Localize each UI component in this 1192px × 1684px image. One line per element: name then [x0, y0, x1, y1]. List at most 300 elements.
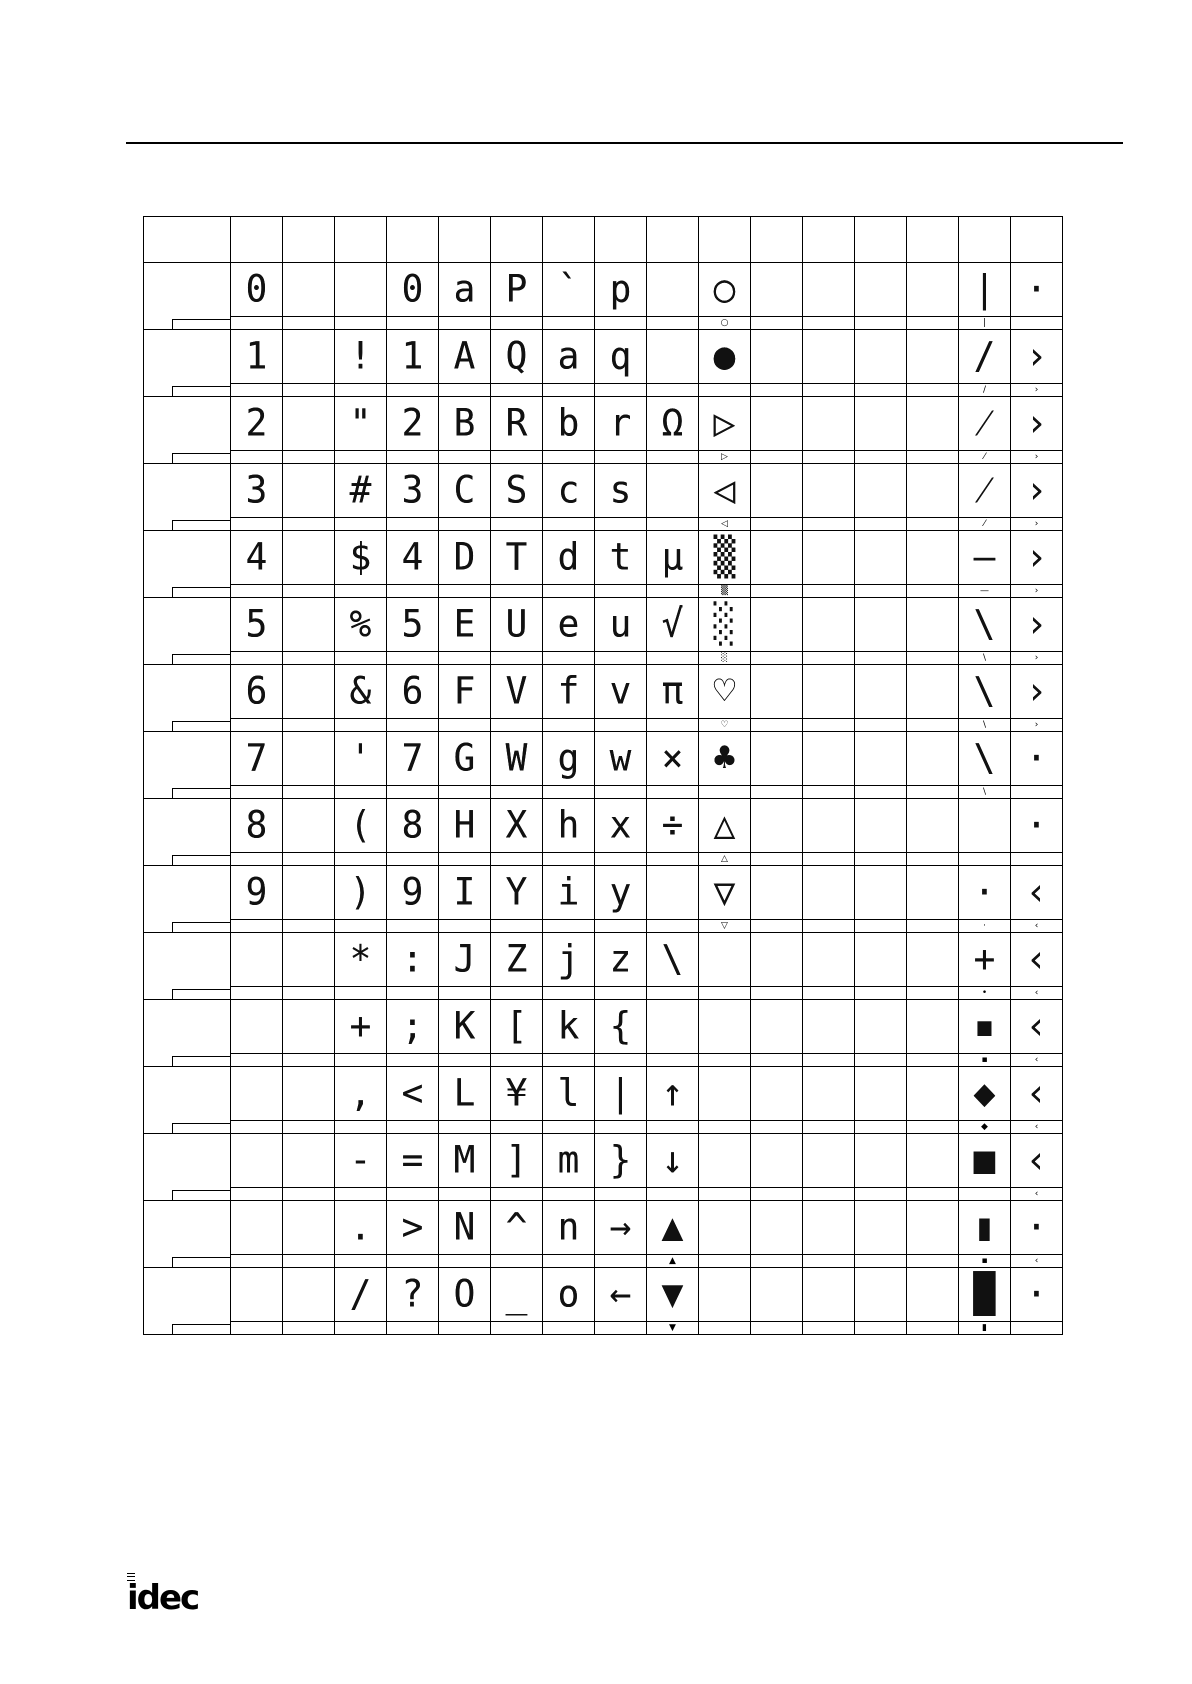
glyph-cell	[491, 933, 543, 987]
small-glyph-cell	[907, 1322, 959, 1335]
glyph-row	[144, 1134, 1063, 1188]
small-glyph-cell	[543, 1255, 595, 1268]
glyph-cell	[907, 1268, 959, 1322]
small-glyph-cell	[387, 1322, 439, 1335]
small-glyph-cell	[491, 451, 543, 464]
glyph-char: Ω	[661, 401, 684, 445]
small-glyph-cell	[491, 1054, 543, 1067]
small-glyph-cell	[647, 920, 699, 933]
glyph-cell	[335, 1000, 387, 1054]
small-glyph-cell	[751, 1255, 803, 1268]
glyph-char: ⁄	[981, 468, 988, 512]
small-glyph-cell	[439, 920, 491, 933]
glyph-char: j	[557, 937, 580, 981]
glyph-cell	[543, 531, 595, 585]
glyph-cell	[803, 464, 855, 518]
row-label-subcell	[172, 1324, 231, 1335]
glyph-cell	[595, 732, 647, 786]
small-glyph-cell	[439, 652, 491, 665]
glyph-cell	[959, 1000, 1011, 1054]
row-label-cell	[144, 866, 231, 933]
small-glyph-cell	[595, 451, 647, 464]
glyph-cell	[491, 531, 543, 585]
glyph-char: ▲	[661, 1205, 684, 1249]
glyph-char: ↑	[661, 1071, 684, 1115]
glyph-char: ▽	[713, 870, 736, 914]
small-glyph-cell	[283, 1322, 335, 1335]
small-glyph-cell	[491, 1121, 543, 1134]
small-glyph-cell	[647, 317, 699, 330]
small-glyph-cell	[283, 987, 335, 1000]
glyph-char: W	[505, 736, 528, 780]
row-label-cell	[144, 397, 231, 464]
small-glyph-cell	[543, 1054, 595, 1067]
glyph-cell	[907, 799, 959, 853]
small-glyph-cell	[907, 1121, 959, 1134]
glyph-char: f	[557, 669, 580, 713]
small-glyph-cell	[595, 987, 647, 1000]
row-label-cell	[144, 732, 231, 799]
glyph-cell	[1011, 397, 1063, 451]
glyph-cell	[751, 330, 803, 384]
glyph-char: V	[505, 669, 528, 713]
glyph-cell	[699, 933, 751, 987]
glyph-cell	[699, 799, 751, 853]
glyph-cell	[1011, 598, 1063, 652]
small-glyph-cell	[751, 451, 803, 464]
glyph-cell	[907, 1201, 959, 1255]
glyph-char: *	[349, 937, 372, 981]
glyph-cell	[283, 464, 335, 518]
glyph-cell	[595, 1067, 647, 1121]
glyph-char: I	[453, 870, 476, 914]
glyph-char: ;	[401, 1004, 424, 1048]
small-glyph-cell: ‹	[1011, 1188, 1063, 1201]
glyph-char: o	[557, 1272, 580, 1316]
small-glyph-cell	[439, 719, 491, 732]
row-label-cell	[144, 263, 231, 330]
glyph-char: J	[453, 937, 476, 981]
glyph-cell	[335, 732, 387, 786]
small-glyph-cell	[699, 1054, 751, 1067]
glyph-cell	[699, 464, 751, 518]
small-glyph-cell	[387, 719, 439, 732]
glyph-char: =	[401, 1138, 424, 1182]
glyph-cell	[595, 933, 647, 987]
glyph-char: {	[609, 1004, 632, 1048]
logo-text: idec	[127, 1578, 199, 1618]
glyph-cell	[439, 665, 491, 719]
small-glyph-cell	[283, 1188, 335, 1201]
glyph-cell	[907, 665, 959, 719]
small-glyph-cell	[439, 451, 491, 464]
small-glyph-cell	[595, 1322, 647, 1335]
glyph-cell	[491, 464, 543, 518]
glyph-char: |	[609, 1071, 632, 1115]
glyph-char: 5	[401, 602, 424, 646]
small-glyph-cell: ‹	[1011, 1255, 1063, 1268]
small-glyph-cell: \	[959, 786, 1011, 799]
small-glyph-cell	[595, 1188, 647, 1201]
small-glyph-cell	[439, 1188, 491, 1201]
glyph-char: k	[557, 1004, 580, 1048]
glyph-char: 7	[401, 736, 424, 780]
glyph-char: F	[453, 669, 476, 713]
small-glyph-cell	[335, 1054, 387, 1067]
header-cell	[647, 217, 699, 263]
glyph-row	[144, 1000, 1063, 1054]
glyph-char: ›	[1025, 602, 1048, 646]
small-glyph-cell	[699, 786, 751, 799]
glyph-cell	[335, 263, 387, 317]
small-glyph-cell	[387, 1255, 439, 1268]
glyph-row	[144, 1067, 1063, 1121]
small-glyph-cell	[803, 786, 855, 799]
glyph-cell	[647, 397, 699, 451]
glyph-char: 8	[401, 803, 424, 847]
row-label-cell	[144, 799, 231, 866]
row-label-subcell	[172, 721, 231, 732]
glyph-char: ]	[505, 1138, 528, 1182]
glyph-cell	[803, 1268, 855, 1322]
small-glyph-cell: ‹	[1011, 987, 1063, 1000]
row-label-cell	[144, 330, 231, 397]
small-glyph-cell	[1011, 853, 1063, 866]
glyph-cell	[335, 933, 387, 987]
glyph-cell	[491, 598, 543, 652]
small-glyph-cell	[855, 518, 907, 531]
small-glyph-cell	[803, 585, 855, 598]
small-glyph-cell: ·	[959, 920, 1011, 933]
small-glyph-row	[144, 719, 1063, 732]
small-glyph-cell	[283, 853, 335, 866]
small-glyph-cell	[803, 853, 855, 866]
small-glyph-cell: ▪	[959, 1054, 1011, 1067]
small-glyph-cell	[335, 652, 387, 665]
small-glyph-cell	[491, 585, 543, 598]
small-glyph-cell	[595, 585, 647, 598]
small-glyph-cell: \	[959, 652, 1011, 665]
glyph-cell	[855, 799, 907, 853]
glyph-cell	[595, 598, 647, 652]
glyph-cell	[751, 933, 803, 987]
small-glyph-cell	[699, 1255, 751, 1268]
glyph-char: Y	[505, 870, 528, 914]
glyph-char: z	[609, 937, 632, 981]
small-glyph-row	[144, 652, 1063, 665]
glyph-cell	[959, 330, 1011, 384]
glyph-cell	[387, 1134, 439, 1188]
row-label-subcell	[172, 520, 231, 531]
glyph-char: ,	[349, 1071, 372, 1115]
glyph-cell	[699, 330, 751, 384]
glyph-cell	[699, 1268, 751, 1322]
small-glyph-cell	[231, 853, 283, 866]
glyph-cell	[439, 464, 491, 518]
small-glyph-cell	[855, 451, 907, 464]
glyph-char: Q	[505, 334, 528, 378]
small-glyph-cell	[907, 719, 959, 732]
small-glyph-cell	[647, 384, 699, 397]
glyph-row	[144, 732, 1063, 786]
glyph-char: -	[349, 1138, 372, 1182]
top-rule	[126, 142, 1123, 144]
glyph-cell	[283, 397, 335, 451]
glyph-cell	[231, 1067, 283, 1121]
small-glyph-cell	[751, 518, 803, 531]
glyph-cell	[335, 665, 387, 719]
glyph-cell	[803, 799, 855, 853]
small-glyph-cell	[439, 317, 491, 330]
small-glyph-cell	[855, 1121, 907, 1134]
small-glyph-cell	[335, 786, 387, 799]
small-glyph-cell: ♡	[699, 719, 751, 732]
glyph-cell	[699, 598, 751, 652]
row-label-cell	[144, 1268, 231, 1335]
small-glyph-cell	[647, 451, 699, 464]
glyph-char: ·	[1025, 1205, 1048, 1249]
small-glyph-cell	[543, 451, 595, 464]
small-glyph-row	[144, 1054, 1063, 1067]
small-glyph-cell	[803, 1322, 855, 1335]
glyph-cell	[751, 1134, 803, 1188]
glyph-char: ‹	[1025, 1138, 1048, 1182]
small-glyph-cell	[751, 987, 803, 1000]
small-glyph-cell	[387, 652, 439, 665]
small-glyph-cell	[907, 317, 959, 330]
small-glyph-cell: ○	[699, 317, 751, 330]
row-label-cell	[144, 1134, 231, 1201]
glyph-cell	[283, 1134, 335, 1188]
small-glyph-row	[144, 786, 1063, 799]
glyph-cell	[751, 263, 803, 317]
small-glyph-cell: ›	[1011, 652, 1063, 665]
header-corner-cell	[144, 217, 231, 263]
glyph-char: l	[557, 1071, 580, 1115]
row-label-cell	[144, 1067, 231, 1134]
header-cell	[387, 217, 439, 263]
small-glyph-row	[144, 853, 1063, 866]
glyph-char: $	[349, 535, 372, 579]
small-glyph-cell	[231, 384, 283, 397]
glyph-cell	[595, 263, 647, 317]
small-glyph-cell	[595, 652, 647, 665]
small-glyph-cell	[647, 786, 699, 799]
glyph-char: |	[973, 267, 996, 311]
small-glyph-cell: ▒	[699, 585, 751, 598]
small-glyph-cell	[283, 317, 335, 330]
glyph-cell	[699, 1067, 751, 1121]
small-glyph-cell	[595, 1121, 647, 1134]
small-glyph-row	[144, 1255, 1063, 1268]
glyph-cell	[647, 799, 699, 853]
small-glyph-cell	[491, 786, 543, 799]
glyph-cell	[907, 732, 959, 786]
glyph-cell	[803, 665, 855, 719]
glyph-cell	[647, 1134, 699, 1188]
small-glyph-cell	[543, 1121, 595, 1134]
small-glyph-cell	[387, 1054, 439, 1067]
glyph-cell	[959, 1067, 1011, 1121]
glyph-cell	[439, 1201, 491, 1255]
glyph-char: 7	[245, 736, 268, 780]
glyph-cell	[335, 1201, 387, 1255]
small-glyph-cell	[595, 518, 647, 531]
glyph-char: 3	[245, 468, 268, 512]
small-glyph-cell	[907, 786, 959, 799]
row-label-subcell	[172, 788, 231, 799]
glyph-cell	[855, 1000, 907, 1054]
header-cell	[907, 217, 959, 263]
glyph-cell	[387, 1067, 439, 1121]
small-glyph-cell	[803, 518, 855, 531]
small-glyph-cell	[959, 1188, 1011, 1201]
small-glyph-cell	[335, 1322, 387, 1335]
small-glyph-cell	[231, 1255, 283, 1268]
glyph-cell	[751, 732, 803, 786]
small-glyph-cell	[647, 1121, 699, 1134]
small-glyph-cell: ▮	[959, 1322, 1011, 1335]
glyph-cell	[855, 1067, 907, 1121]
glyph-cell	[907, 1067, 959, 1121]
glyph-cell	[335, 799, 387, 853]
glyph-cell	[803, 1067, 855, 1121]
glyph-cell	[1011, 531, 1063, 585]
glyph-cell	[855, 598, 907, 652]
glyph-char: ‹	[1025, 937, 1048, 981]
glyph-cell	[699, 397, 751, 451]
glyph-row	[144, 397, 1063, 451]
small-glyph-cell	[907, 451, 959, 464]
glyph-cell	[855, 464, 907, 518]
glyph-char: L	[453, 1071, 476, 1115]
glyph-cell	[231, 1201, 283, 1255]
small-glyph-cell: |	[959, 317, 1011, 330]
small-glyph-cell	[491, 1188, 543, 1201]
row-label-subcell	[172, 855, 231, 866]
glyph-cell	[387, 1000, 439, 1054]
small-glyph-cell	[283, 786, 335, 799]
glyph-char: 8	[245, 803, 268, 847]
glyph-char: ·	[1025, 736, 1048, 780]
header-cell	[335, 217, 387, 263]
glyph-cell	[595, 665, 647, 719]
small-glyph-cell	[751, 1121, 803, 1134]
small-glyph-cell	[491, 853, 543, 866]
glyph-cell	[855, 665, 907, 719]
glyph-cell	[907, 531, 959, 585]
row-label-cell	[144, 933, 231, 1000]
glyph-char: \	[661, 937, 684, 981]
glyph-cell	[751, 531, 803, 585]
small-glyph-cell	[855, 920, 907, 933]
glyph-char: +	[349, 1004, 372, 1048]
glyph-cell	[387, 598, 439, 652]
small-glyph-cell	[855, 1322, 907, 1335]
small-glyph-cell	[803, 1121, 855, 1134]
small-glyph-cell	[283, 585, 335, 598]
glyph-cell	[543, 263, 595, 317]
small-glyph-cell	[439, 585, 491, 598]
small-glyph-cell	[595, 853, 647, 866]
small-glyph-row	[144, 920, 1063, 933]
glyph-cell	[231, 1134, 283, 1188]
glyph-char: ?	[401, 1272, 424, 1316]
small-glyph-cell	[231, 451, 283, 464]
small-glyph-cell	[699, 1322, 751, 1335]
small-glyph-row	[144, 1322, 1063, 1335]
glyph-cell	[959, 397, 1011, 451]
glyph-char: G	[453, 736, 476, 780]
small-glyph-cell	[907, 518, 959, 531]
glyph-char: 0	[245, 267, 268, 311]
glyph-cell	[491, 866, 543, 920]
glyph-char: 1	[401, 334, 424, 378]
glyph-cell	[855, 1268, 907, 1322]
glyph-cell	[439, 263, 491, 317]
glyph-char: ·	[1025, 803, 1048, 847]
small-glyph-cell	[855, 585, 907, 598]
small-glyph-cell	[491, 920, 543, 933]
glyph-cell	[751, 1067, 803, 1121]
glyph-cell	[543, 598, 595, 652]
glyph-row	[144, 933, 1063, 987]
glyph-char: ÷	[661, 803, 684, 847]
small-glyph-cell	[387, 518, 439, 531]
glyph-cell	[491, 1201, 543, 1255]
small-glyph-cell	[543, 317, 595, 330]
small-glyph-cell	[543, 786, 595, 799]
glyph-cell	[231, 799, 283, 853]
glyph-cell	[543, 1067, 595, 1121]
glyph-cell	[647, 665, 699, 719]
glyph-char: ♡	[713, 669, 736, 713]
small-glyph-cell: ▲	[647, 1255, 699, 1268]
small-glyph-cell	[491, 987, 543, 1000]
glyph-char: 9	[401, 870, 424, 914]
small-glyph-cell	[647, 1054, 699, 1067]
glyph-char: 2	[245, 401, 268, 445]
glyph-cell	[543, 464, 595, 518]
glyph-cell	[751, 397, 803, 451]
glyph-cell	[803, 1000, 855, 1054]
small-glyph-cell: ◁	[699, 518, 751, 531]
glyph-char: x	[609, 803, 632, 847]
glyph-cell	[439, 330, 491, 384]
glyph-cell	[647, 866, 699, 920]
small-glyph-row	[144, 384, 1063, 397]
glyph-cell	[699, 1134, 751, 1188]
glyph-char: µ	[661, 535, 684, 579]
glyph-cell	[231, 531, 283, 585]
small-glyph-cell	[335, 585, 387, 598]
glyph-cell	[751, 1000, 803, 1054]
small-glyph-cell	[387, 317, 439, 330]
small-glyph-cell	[283, 652, 335, 665]
glyph-char: ·	[1025, 267, 1048, 311]
glyph-cell	[439, 1268, 491, 1322]
glyph-char: K	[453, 1004, 476, 1048]
glyph-cell	[803, 866, 855, 920]
glyph-cell	[1011, 866, 1063, 920]
small-glyph-cell	[855, 652, 907, 665]
glyph-char: &	[349, 669, 372, 713]
glyph-cell	[751, 464, 803, 518]
glyph-cell	[231, 464, 283, 518]
small-glyph-cell	[803, 1255, 855, 1268]
small-glyph-cell	[543, 1322, 595, 1335]
glyph-cell	[647, 933, 699, 987]
